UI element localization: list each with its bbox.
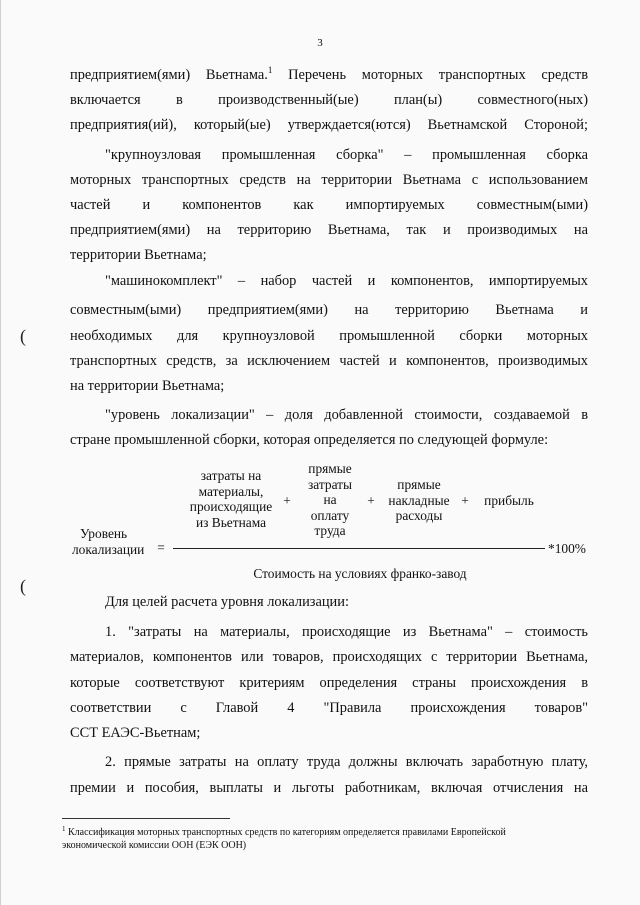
body-line: совместным(ыми) предприятием(ями) на территорию Вьетнама и <box>70 302 588 318</box>
body-line: частей и компонентов как импортируемых совместным(ыми) <box>70 197 588 213</box>
body-line: ССТ ЕАЭС-Вьетнам; <box>70 725 201 741</box>
body-line: 2. прямые затраты на оплату труда должны включать заработную плату, <box>105 754 588 770</box>
footnote <box>62 826 592 839</box>
formula-plus: + <box>283 493 291 508</box>
body-line: территории Вьетнама; <box>70 247 207 263</box>
footnote-number: 1 <box>62 825 66 833</box>
body-text: Перечень моторных транспортных средств <box>272 67 588 83</box>
formula-term-labor: прямые затраты на оплату труда <box>307 461 353 538</box>
body-line <box>70 66 588 84</box>
formula-denominator: Стоимость на условиях франко-завод <box>253 566 467 581</box>
body-line: материалов, компонентов или товаров, происходящих с территории Вьетнама, <box>70 649 588 665</box>
margin-mark: ( <box>20 326 26 346</box>
body-line: "уровень локализации" – доля добавленной стоимости, создаваемой в <box>105 407 588 423</box>
body-line: стране промышленной сборки, которая определяется по следующей формуле: <box>70 432 549 448</box>
body-line: 1. "затраты на материалы, происходящие из Вьетнама" – стоимость <box>105 624 588 640</box>
formula-term-materials: затраты на материалы, происходящие из Вьетнама <box>189 468 273 530</box>
body-line: "крупноузловая промышленная сборка" – промышленная сборка <box>105 147 588 163</box>
formula-term-overhead: прямые накладные расходы <box>388 477 450 523</box>
footnote-separator <box>62 818 230 819</box>
body-line: предприятия(ий), который(ые) утверждается(ются) Вьетнамской Стороной; <box>70 117 588 133</box>
body-line: включается в производственный(ые) план(ы) совместного(ных) <box>70 92 588 108</box>
formula-term-profit: прибыль <box>484 493 534 508</box>
body-line: на территории Вьетнама; <box>70 378 225 394</box>
footnote-continuation: экономической комиссии ООН (ЕЭК ООН) <box>62 840 247 851</box>
scan-edge-line <box>0 0 1 905</box>
body-line: предприятием(ями) на территорию Вьетнама, так и производимых на <box>70 222 588 238</box>
body-line: Для целей расчета уровня локализации: <box>105 594 349 610</box>
body-line: необходимых для крупноузловой промышленной сборки моторных <box>70 328 588 344</box>
formula-plus: + <box>367 493 375 508</box>
formula-equals: = <box>157 540 165 555</box>
fraction-line <box>173 548 545 549</box>
body-line: транспортных средств, за исключением частей и компонентов, производимых <box>70 353 588 369</box>
formula-plus: + <box>461 493 469 508</box>
footnote-text: Классификация моторных транспортных средств по категориям определяется правилами Европейской <box>68 827 506 838</box>
body-line: которые соответствуют критериям определения страны происхождения в <box>70 675 588 691</box>
body-line: соответствии с Главой 4 "Правила происхождения товаров" <box>70 700 588 716</box>
margin-mark: ( <box>20 576 26 596</box>
formula-lhs: Уровень локализации <box>72 526 145 557</box>
formula-multiplier: *100% <box>548 541 586 556</box>
body-line: премии и пособия, выплаты и льготы работникам, включая отчисления на <box>70 780 588 796</box>
body-line: моторных транспортных средств на территории Вьетнама с использованием <box>70 172 588 188</box>
page-number: 3 <box>317 37 323 49</box>
body-line: "машинокомплект" – набор частей и компонентов, импортируемых <box>105 273 588 289</box>
footnote-ref: 1 <box>267 65 273 75</box>
body-text: предприятием(ями) Вьетнама. <box>70 67 268 83</box>
